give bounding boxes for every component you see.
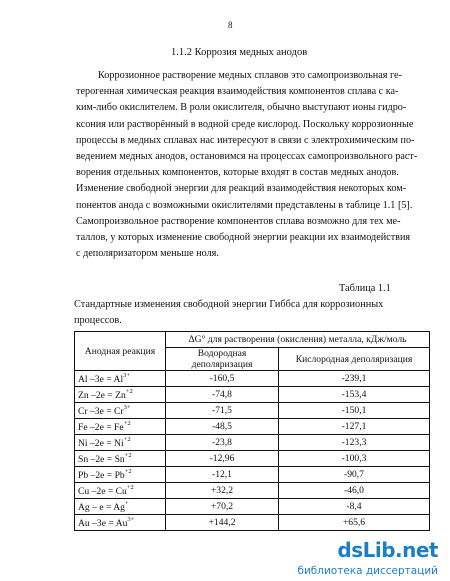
- hydrogen-value: +70,2: [166, 499, 279, 515]
- table-row: [75, 515, 430, 531]
- oxygen-value: -153,4: [279, 387, 430, 403]
- reaction-cell: [75, 515, 166, 531]
- ion-charge: 3+: [127, 516, 135, 523]
- reaction-cell: [75, 371, 166, 387]
- ion-charge: +2: [124, 468, 132, 475]
- oxygen-value: -150,1: [279, 403, 430, 419]
- hydrogen-value: -23,8: [166, 435, 279, 451]
- oxygen-value: -8,4: [279, 499, 430, 515]
- paragraph-line: с деполяризатором меньше ноля.: [76, 248, 219, 260]
- reaction-text: Fe –2e = Fe: [78, 422, 124, 433]
- reaction-text: Sn –2e = Sn: [78, 454, 125, 465]
- header-hydrogen: Водородная деполяризация: [166, 348, 279, 371]
- hydrogen-value: -74,8: [166, 387, 279, 403]
- reaction-cell: [75, 451, 166, 467]
- reaction-cell: [75, 403, 166, 419]
- ion-charge: +: [124, 500, 129, 507]
- hydrogen-value: +144,2: [166, 515, 279, 531]
- reaction-cell: [75, 419, 166, 435]
- reaction-cell: [75, 435, 166, 451]
- hydrogen-value: -71,5: [166, 403, 279, 419]
- table-body: [75, 371, 430, 531]
- reaction-text: Ni –2e = Ni: [78, 438, 124, 449]
- hydrogen-value: -160,5: [166, 371, 279, 387]
- paragraph-line: ворения отдельных компонентов, которые входят в состав медных анодов.: [76, 167, 399, 179]
- reaction-text: Zn –2e = Zn: [78, 390, 126, 401]
- dslib-logo: dsLib.net: [337, 538, 438, 562]
- reaction-cell: [75, 499, 166, 515]
- paragraph-line: таллов, у которых изменение свободной энергии реакции их взаимодействия: [76, 232, 411, 244]
- ion-charge: 3+: [123, 372, 131, 379]
- paragraph-line: ведением медных анодов, остановимся на процессах самопроизвольного раст-: [76, 151, 418, 163]
- watermark-text: библиотека диссертаций: [297, 565, 438, 577]
- table-row: [75, 371, 430, 387]
- gibbs-energy-table: [74, 331, 430, 531]
- oxygen-value: -127,1: [279, 419, 430, 435]
- reaction-text: Cr –3e = Cr: [78, 406, 124, 417]
- ion-charge: +2: [125, 388, 133, 395]
- oxygen-value: -239,1: [279, 371, 430, 387]
- paragraph-line: понентов анода с возможными окислителями представлены в таблице 1.1 [5].: [76, 199, 413, 211]
- oxygen-value: -46,0: [279, 483, 430, 499]
- table-row: [75, 387, 430, 403]
- reaction-text: Al –3e = Al: [78, 374, 124, 385]
- reaction-cell: [75, 467, 166, 483]
- paragraph-line: ксония или растворённый в водной среде кислород. Поскольку коррозионные: [76, 118, 414, 130]
- paragraph-line: процессы в медных сплавах нас интересуют в связи с электрохимическим по-: [76, 134, 415, 146]
- hydrogen-value: +32,2: [166, 483, 279, 499]
- table-label: Таблица 1.1: [339, 283, 391, 294]
- oxygen-value: -123,3: [279, 435, 430, 451]
- header-oxygen: Кислородная деполяризация: [279, 348, 430, 371]
- ion-charge: 3+: [123, 404, 131, 411]
- reaction-text: Pb –2e = Pb: [78, 470, 125, 481]
- paragraph-line: Коррозионное растворение медных сплавов это самопроизвольная ге-: [98, 70, 402, 81]
- reaction-text: Cu –2e = Cu: [78, 486, 127, 497]
- reaction-text: Au –3e = Au: [78, 518, 128, 529]
- paragraph-line: ким-либо окислителем. В роли окислителя, обычно выступают ионы гидро-: [76, 102, 407, 114]
- table-row: [75, 483, 430, 499]
- table-caption: Стандартные изменения свободной энергии Гиббса для коррозионных процессов.: [74, 299, 384, 326]
- table-row: [75, 451, 430, 467]
- page-number: 8: [228, 20, 233, 30]
- paragraph-line: Самопроизвольное растворение компонентов сплава возможно для тех ме-: [76, 215, 401, 227]
- header-delta-g: ΔG° для растворения (окисления) металла, кДж/моль: [166, 332, 430, 348]
- table-row: [75, 419, 430, 435]
- oxygen-value: -100,3: [279, 451, 430, 467]
- oxygen-value: +65,6: [279, 515, 430, 531]
- ion-charge: +2: [126, 484, 134, 491]
- table-row: [75, 467, 430, 483]
- header-reaction: Анодная реакция: [75, 332, 166, 371]
- table-row: [75, 403, 430, 419]
- section-heading: 1.1.2 Коррозия медных анодов: [171, 47, 308, 58]
- ion-charge: +2: [123, 436, 131, 443]
- hydrogen-value: -12,96: [166, 451, 279, 467]
- hydrogen-value: -12,1: [166, 467, 279, 483]
- body-paragraph: [76, 68, 416, 262]
- paragraph-line: Изменение свободной энергии для реакций взаимодействия некоторых ком-: [76, 183, 407, 195]
- reaction-cell: [75, 483, 166, 499]
- ion-charge: +2: [124, 452, 132, 459]
- paragraph-line: терогенная химическая реакция взаимодействия компонентов сплава с ка-: [76, 86, 399, 98]
- ion-charge: +2: [123, 420, 131, 427]
- reaction-text: Ag – e = Ag: [78, 502, 125, 513]
- table-row: [75, 435, 430, 451]
- oxygen-value: -90,7: [279, 467, 430, 483]
- hydrogen-value: -48,5: [166, 419, 279, 435]
- reaction-cell: [75, 387, 166, 403]
- table-row: [75, 499, 430, 515]
